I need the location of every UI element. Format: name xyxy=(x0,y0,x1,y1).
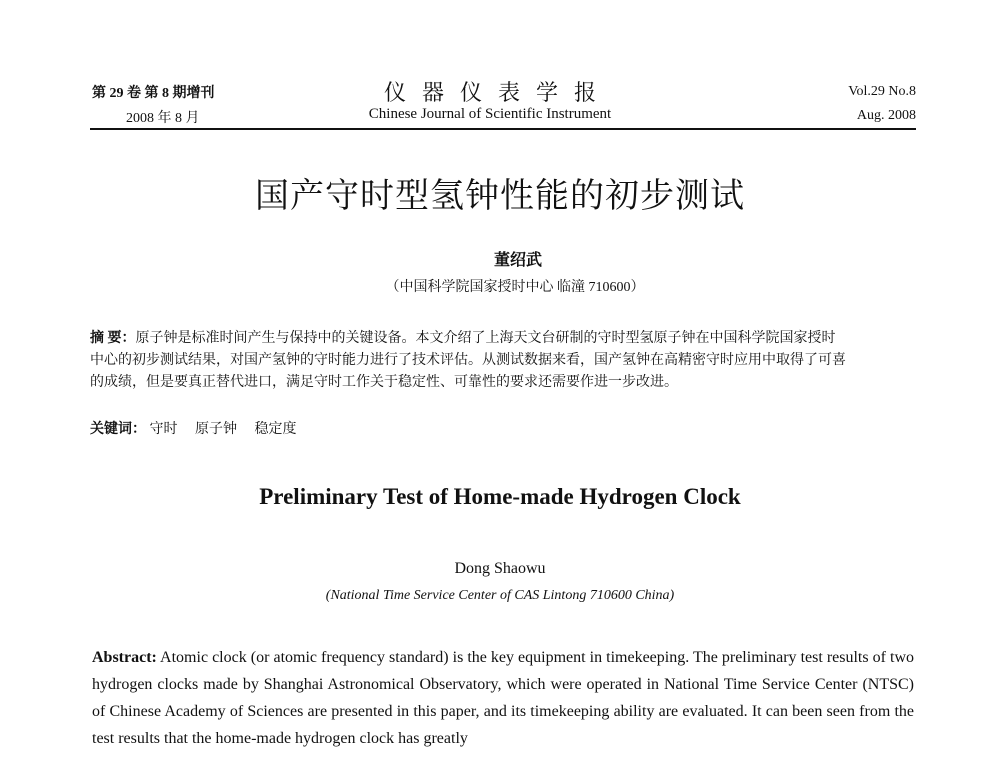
abstract-cn-line: 中心的初步测试结果，对国产氢钟的守时能力进行了技术评估。从测试数据来看，国产氢钟在高精密守时应用中取得了可喜 xyxy=(90,353,846,368)
abstract-cn-line xyxy=(90,328,918,350)
abstract-cn-label: 摘 要： xyxy=(90,331,136,346)
keyword: 守时 xyxy=(149,422,178,437)
date-en: Aug. 2008 xyxy=(856,108,916,123)
journal-title-en-wrap xyxy=(0,106,1000,123)
abstract-en xyxy=(92,644,914,752)
abstract-cn-line: 的成绩，但是要真正替代进口，满足守时工作关于稳定性、可靠性的要求还需要作进一步改进。 xyxy=(90,375,678,390)
affiliation-cn: （中国科学院国家授时中心 临潼 710600） xyxy=(385,280,645,295)
paper-title-cn: 国产守时型氢钟性能的初步测试 xyxy=(255,176,745,216)
keyword: 原子钟 xyxy=(195,422,237,437)
header-rule xyxy=(90,128,916,130)
keyword: 稳定度 xyxy=(254,422,297,437)
author-cn: 董绍武 xyxy=(493,252,542,269)
paper-title-en: Preliminary Test of Home-made Hydrogen Clock xyxy=(259,484,741,509)
abstract-en-label: Abstract: xyxy=(92,649,157,666)
affiliation-en: (National Time Service Center of CAS Lintong 710600 China) xyxy=(325,588,675,603)
author-en: Dong Shaowu xyxy=(454,560,546,577)
keywords-cn xyxy=(90,418,311,438)
keywords-cn-label: 关键词： xyxy=(90,422,146,437)
journal-title-en: Chinese Journal of Scientific Instrument xyxy=(368,106,612,122)
volume-issue-cn: 第 29 卷 第 8 期增刊 xyxy=(92,86,215,101)
date-cn: 2008 年 8 月 xyxy=(126,111,200,126)
abstract-cn xyxy=(90,328,918,394)
abstract-en-text: Atomic clock (or atomic frequency standard) is the key equipment in timekeeping. The preliminary test results of two hydrogen clocks made by Shanghai Astronomical Observatory, which were operated in National Time Service Center (NTSC) of Chinese Academy of Sciences are presented in this paper, and its timekeeping ability are evaluated. It can been seen from the test results that the home-made hydrogen clock has greatly xyxy=(92,649,915,747)
abstract-cn-text: 原子钟是标准时间产生与保持中的关键设备。本文介绍了上海天文台研制的守时型氢原子钟在中国科学院国家授时 xyxy=(135,331,836,346)
volume-en: Vol.29 No.8 xyxy=(848,84,916,99)
journal-title-cn: 仪器仪表学报 xyxy=(384,80,613,105)
